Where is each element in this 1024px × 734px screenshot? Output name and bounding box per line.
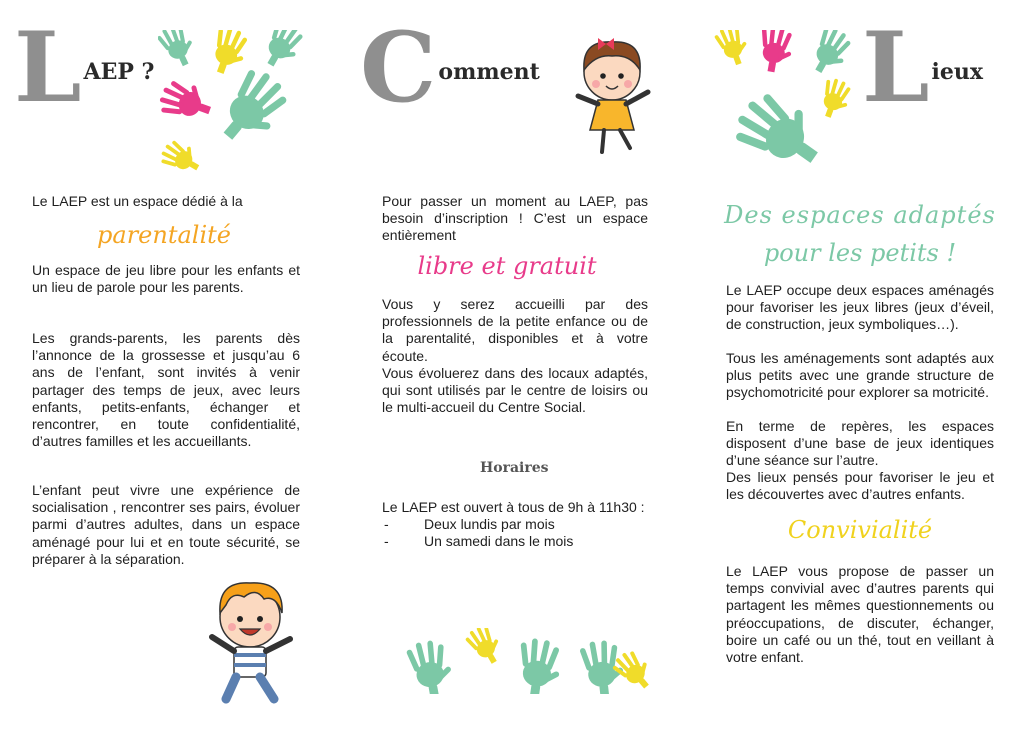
- horaires-list: [382, 516, 662, 550]
- paragraph-4: Des lieux pensés pour favoriser le jeu et les découvertes avec d’autres enfants.: [726, 469, 994, 503]
- intro-text: Le LAEP est un espace dédié à la: [32, 193, 243, 209]
- panel-laep: [0, 0, 340, 734]
- script-libre-gratuit: libre et gratuit: [417, 252, 597, 280]
- paragraph-2: Vous y serez accueilli par des professionnels de la petite enfance ou de la parentalité, disponibles et à votre écoute.: [382, 296, 648, 364]
- girl-illustration-icon: [568, 30, 660, 158]
- paragraph-5: Le LAEP vous propose de passer un temps convivial avec d’autres parents qui partagent les mêmes questionnements ou préoccupations, de discuter, échanger, boire un café ou un thé, tout en veillant à votre enfant.: [726, 563, 994, 666]
- colored-hands-icon: [370, 628, 666, 694]
- script-parentalite: parentalité: [97, 221, 231, 249]
- panel-comment: [340, 0, 680, 734]
- paragraph-3: Vous évoluerez dans des locaux adaptés, qui sont utilisés par le centre de loisirs ou le multi-accueil du Centre Social.: [382, 365, 648, 416]
- paragraph-2: Tous les aménagements sont adaptés aux plus petits avec une grande structure de psychomotricité pour explorer sa motricité.: [726, 350, 994, 401]
- heading-lieux: [862, 11, 983, 124]
- script-title-line-1: Des espaces adaptés: [724, 201, 996, 229]
- heading-big-letter: C: [360, 11, 437, 124]
- panel-lieux: [680, 0, 1024, 734]
- paragraph-3: L’enfant peut vivre une expérience de socialisation , rencontrer ses pairs, évoluer parmi d’autres adultes, dans un espace aménagé pour lui et en toute sécurité, se préparer à la séparation.: [32, 482, 300, 567]
- paragraph-1: Le LAEP occupe deux espaces aménagés pour favoriser les jeux libres (jeux d’éveil, de construction, jeux symboliques…).: [726, 282, 994, 333]
- paragraph-1: Pour passer un moment au LAEP, pas besoin d’inscription ! C’est un espace entièrement: [382, 193, 648, 244]
- paragraph-1: Un espace de jeu libre pour les enfants et un lieu de parole pour les parents.: [32, 262, 300, 296]
- paragraph-2: Les grands-parents, les parents dès l’annonce de la grossesse et jusqu’au 6 ans de l’enfant, sont invités à venir partager des temps de jeux, avec leurs enfants, petits-enfants, échanger et rencontrer, en toute confidentialité, d’autres familles et les accueillants.: [32, 330, 300, 450]
- list-item: - Un samedi dans le mois: [382, 533, 662, 550]
- horaires-intro: Le LAEP est ouvert à tous de 9h à 11h30 :: [382, 499, 645, 515]
- heading-rest: ieux: [931, 58, 983, 85]
- heading-rest: omment: [438, 58, 540, 85]
- horaires-title: Horaires: [480, 460, 549, 476]
- heading-big-letter: L: [14, 11, 82, 124]
- script-title-line-2: pour les petits !: [763, 239, 957, 267]
- heading-rest: AEP ?: [83, 58, 155, 85]
- heading-laep: [14, 11, 155, 124]
- colored-hands-icon: [710, 30, 860, 176]
- heading-comment: [360, 11, 540, 124]
- list-item: - Deux lundis par mois: [382, 516, 662, 533]
- script-convivialite: Convivialité: [787, 516, 933, 544]
- paragraph-3: En terme de repères, les espaces disposent d’une base de jeux identiques d’une séance sur l’autre.: [726, 418, 994, 469]
- colored-hands-icon: [158, 30, 308, 180]
- heading-big-letter: L: [862, 11, 930, 124]
- boy-illustration-icon: [198, 575, 303, 705]
